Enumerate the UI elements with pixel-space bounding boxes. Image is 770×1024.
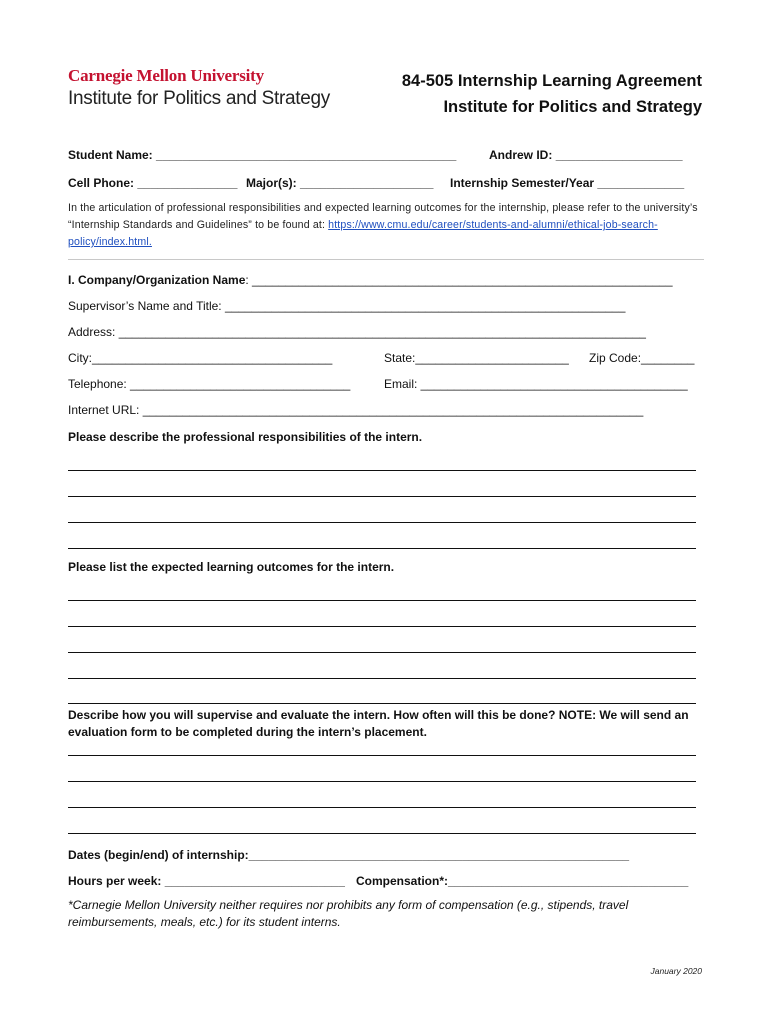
intro-paragraph <box>68 200 708 251</box>
company-name-row[interactable] <box>68 273 673 287</box>
internet-url-field[interactable]: Internet URL: ___________________________________________________________________________ <box>68 403 644 417</box>
form-title: 84-505 Internship Learning Agreement <box>401 72 702 90</box>
supervision-question-cont: evaluation form to be completed during the intern’s placement. <box>68 725 427 739</box>
student-name-field[interactable]: _____________________________________________ <box>156 148 457 162</box>
cmu-wordmark: Carnegie Mellon University <box>68 66 264 85</box>
internship-dates-field[interactable]: Dates (begin/end) of internship:_________________________________________________________ <box>68 848 630 862</box>
majors-field[interactable]: Major(s): ____________________ <box>246 176 434 190</box>
compensation-field[interactable]: Compensation*:____________________________________ <box>356 874 689 888</box>
responsibilities-line[interactable] <box>68 522 696 523</box>
zip-code-field[interactable]: Zip Code:________ <box>589 351 695 365</box>
city-field[interactable]: City:____________________________________ <box>68 351 333 365</box>
supervision-line[interactable] <box>68 755 696 756</box>
section-divider <box>68 259 704 260</box>
state-field[interactable]: State:_______________________ <box>384 351 569 365</box>
cell-phone-field[interactable]: Cell Phone: _______________ <box>68 176 238 190</box>
responsibilities-question: Please describe the professional responsibilities of the intern. <box>68 430 423 444</box>
responsibilities-line[interactable] <box>68 548 696 549</box>
company-name-label: I. Company/Organization Name <box>68 273 246 287</box>
guidelines-link[interactable]: https://www.cmu.edu/career/students-and-alumni/ethical-job-search-policy/index.html. <box>68 219 658 248</box>
andrew-id-field[interactable]: ___________________ <box>555 148 683 162</box>
compensation-footnote: *Carnegie Mellon University neither requires nor prohibits any form of compensation (e.g., stipends, travel reimbursements, meals, etc.) for its student interns. <box>68 898 629 929</box>
supervision-question: Describe how you will supervise and evaluate the intern. How often will this be done? NOTE: We will send an <box>68 708 689 722</box>
supervision-line[interactable] <box>68 781 696 782</box>
email-field[interactable]: Email: ________________________________________ <box>384 377 688 391</box>
outcomes-line[interactable] <box>68 600 696 601</box>
company-name-field[interactable]: : _______________________________________________________________ <box>245 273 673 287</box>
revision-date: January 2020 <box>650 966 702 976</box>
semester-field[interactable]: Internship Semester/Year _____________ <box>450 176 685 190</box>
outcomes-line[interactable] <box>68 678 696 679</box>
supervisor-field[interactable]: Supervisor’s Name and Title: ____________________________________________________________ <box>68 299 626 313</box>
outcomes-line[interactable] <box>68 626 696 627</box>
hours-per-week-field[interactable]: Hours per week: ___________________________ <box>68 874 345 888</box>
institute-wordmark: Institute for Politics and Strategy <box>68 88 330 109</box>
outcomes-line[interactable] <box>68 703 696 704</box>
responsibilities-line[interactable] <box>68 470 696 471</box>
student-name-label: Student Name: <box>68 148 153 162</box>
address-field[interactable]: Address: _______________________________________________________________________________ <box>68 325 646 339</box>
supervision-line[interactable] <box>68 833 696 834</box>
supervision-line[interactable] <box>68 807 696 808</box>
telephone-field[interactable]: Telephone: _________________________________ <box>68 377 351 391</box>
outcomes-line[interactable] <box>68 652 696 653</box>
outcomes-question: Please list the expected learning outcomes for the intern. <box>68 560 395 574</box>
andrew-id-row[interactable] <box>489 148 683 162</box>
student-name-row[interactable] <box>68 148 456 162</box>
andrew-id-label: Andrew ID: <box>489 148 553 162</box>
responsibilities-line[interactable] <box>68 496 696 497</box>
form-subtitle: Institute for Politics and Strategy <box>443 98 702 116</box>
intro-text: In the articulation of professional responsibilities and expected learning outcomes for the internship, please refer to the university’s “Internship Standards and Guidelines” to be found at: <box>68 202 698 231</box>
